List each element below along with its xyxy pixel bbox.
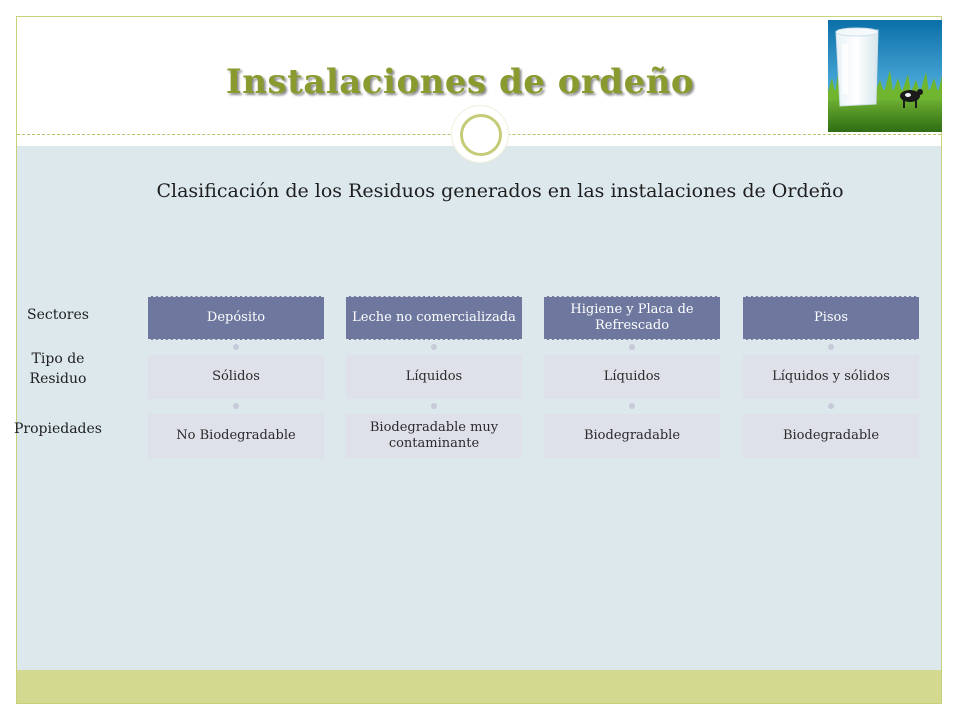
connector <box>431 340 437 355</box>
waste-type-box <box>148 355 324 399</box>
row-label-propiedades: Propiedades <box>13 421 102 437</box>
connector <box>233 399 239 414</box>
property-label: Biodegradable muy contaminante <box>369 420 499 451</box>
sector-label: Leche no comercializada <box>352 310 516 326</box>
connector <box>828 340 834 355</box>
waste-type-box <box>743 355 919 399</box>
connector <box>431 399 437 414</box>
property-box <box>346 414 522 458</box>
waste-type-label: Sólidos <box>212 369 260 385</box>
connector <box>629 340 635 355</box>
sector-label: Higiene y Placa de Refrescado <box>570 302 694 333</box>
sector-box <box>148 296 324 340</box>
slide-subtitle: Clasificación de los Residuos generados en las instalaciones de Ordeño <box>156 180 844 202</box>
row-label-sectores: Sectores <box>27 307 89 323</box>
ornament-circle-icon <box>460 114 502 156</box>
waste-type-box <box>544 355 720 399</box>
property-box <box>743 414 919 458</box>
slide-title: Instalaciones de ordeño <box>225 62 695 102</box>
sector-label: Pisos <box>813 310 849 326</box>
row-label-tipo-de-residuo: Tipo de Residuo <box>29 351 87 387</box>
property-box <box>544 414 720 458</box>
connector <box>233 340 239 355</box>
property-label: No Biodegradable <box>176 428 296 444</box>
sector-box <box>346 296 522 340</box>
waste-type-box <box>346 355 522 399</box>
property-label: Biodegradable <box>782 428 880 444</box>
sector-box <box>544 296 720 340</box>
connector <box>828 399 834 414</box>
milk-glass-grass-cow-icon <box>828 20 942 132</box>
content-background <box>17 146 941 670</box>
footer-band <box>17 670 941 703</box>
sector-label: Depósito <box>206 310 266 326</box>
waste-type-label: Líquidos y sólidos <box>772 369 890 385</box>
property-box <box>148 414 324 458</box>
property-label: Biodegradable <box>583 428 681 444</box>
waste-type-label: Líquidos <box>405 369 463 385</box>
sector-box <box>743 296 919 340</box>
milk-glass-photo <box>828 20 942 132</box>
waste-type-label: Líquidos <box>603 369 661 385</box>
connector <box>629 399 635 414</box>
